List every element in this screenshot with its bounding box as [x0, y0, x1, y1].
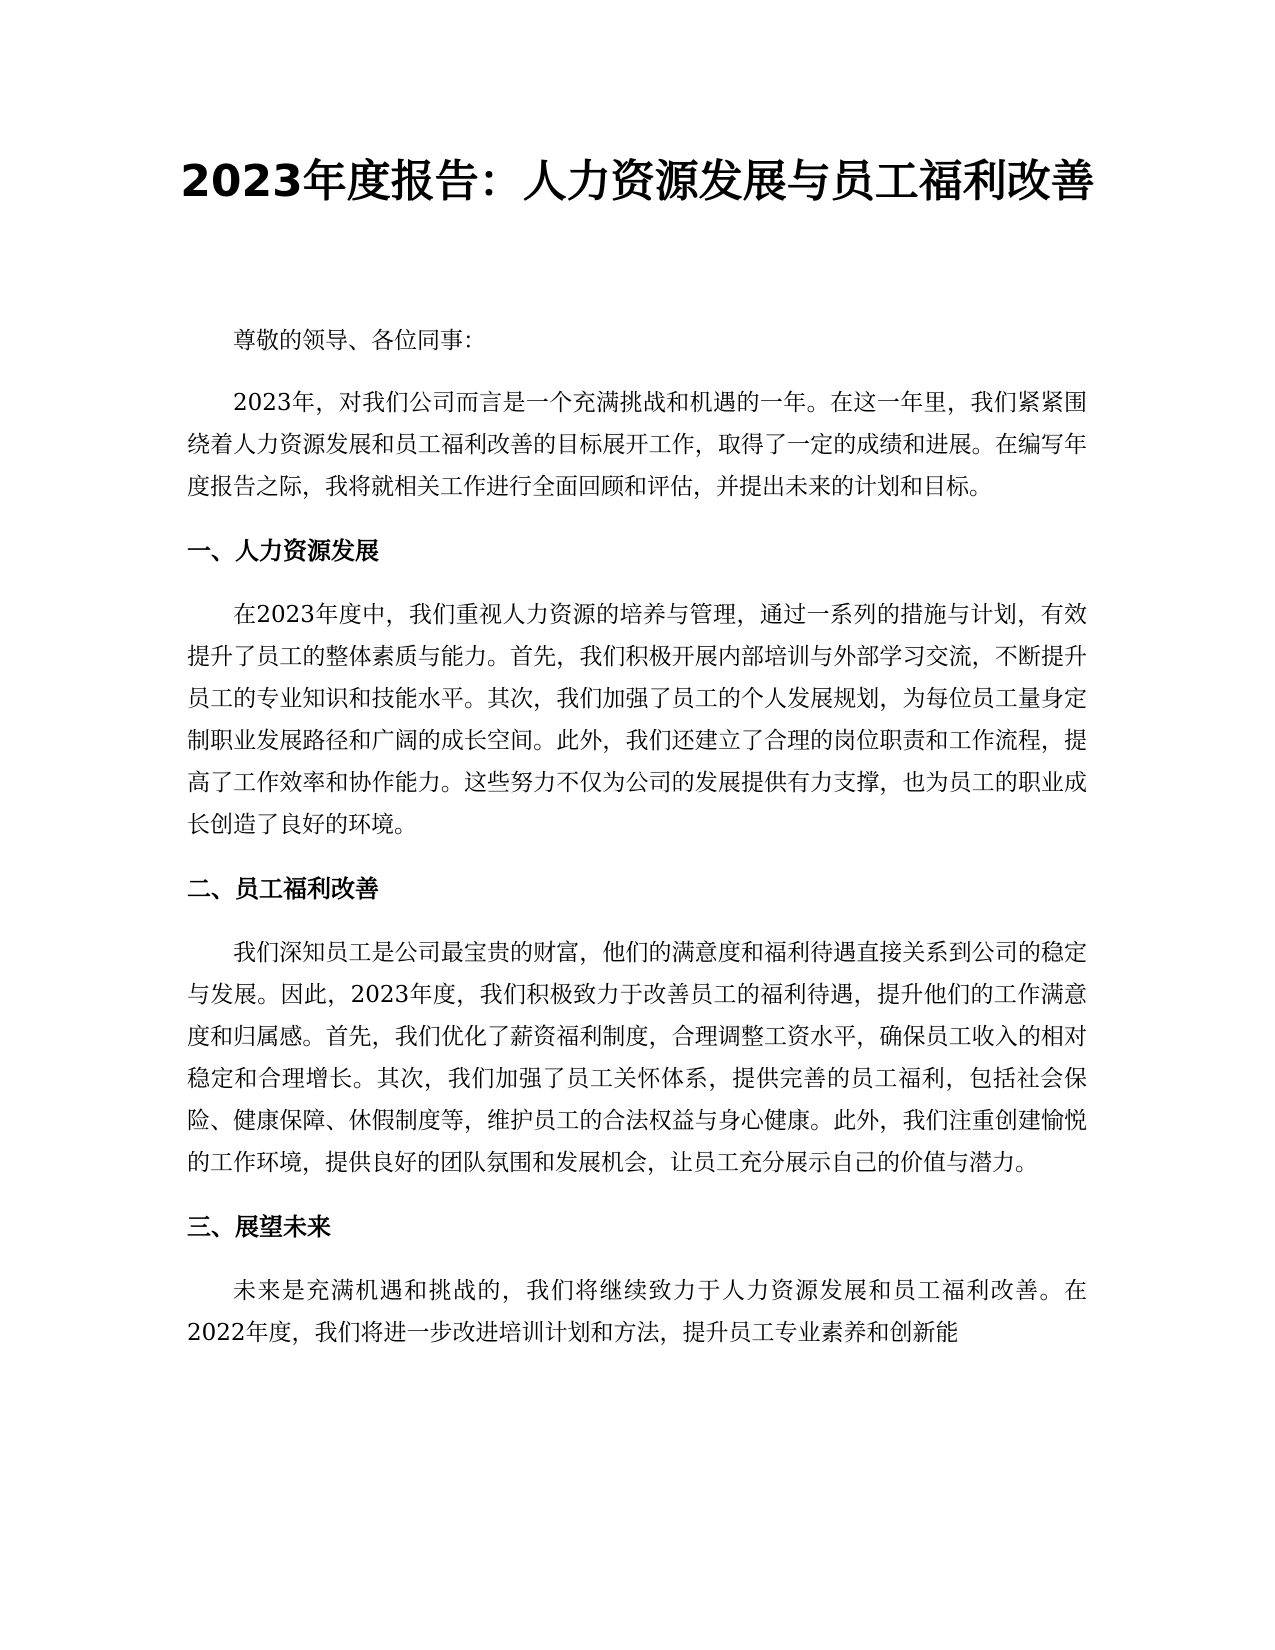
section-paragraph-outlook: 未来是充满机遇和挑战的，我们将继续致力于人力资源发展和员工福利改善。在2022年度，我们将进一步改进培训计划和方法，提升员工专业素养和创新能 [187, 1278, 1087, 1346]
section-heading-hr-development: 一、人力资源发展 [187, 537, 379, 565]
section-paragraph-employee-benefits: 我们深知员工是公司最宝贵的财富，他们的满意度和福利待遇直接关系到公司的稳定与发展。因此，2023年度，我们积极致力于改善员工的福利待遇，提升他们的工作满意度和归属感。首先，我们优化了薪资福利制度，合理调整工资水平，确保员工收入的相对稳定和合理增长。其次，我们加强了员工关怀体系，提供完善的员工福利，包括社会保险、健康保障、休假制度等，维护员工的合法权益与身心健康。此外，我们注重创建愉悦的工作环境，提供良好的团队氛围和发展机会，让员工充分展示自己的价值与潜力。 [187, 940, 1087, 1176]
salutation: 尊敬的领导、各位同事： [233, 328, 486, 354]
section-heading-outlook: 三、展望未来 [187, 1213, 331, 1241]
section-heading-employee-benefits: 二、员工福利改善 [187, 875, 379, 903]
document-title: 2023年度报告：人力资源发展与员工福利改善 [180, 156, 1095, 207]
intro-paragraph: 2023年，对我们公司而言是一个充满挑战和机遇的一年。在这一年里，我们紧紧围绕着人力资源发展和员工福利改善的目标展开工作，取得了一定的成绩和进展。在编写年度报告之际，我将就相关工作进行全面回顾和评估，并提出未来的计划和目标。 [187, 390, 1087, 500]
section-paragraph-hr-development: 在2023年度中，我们重视人力资源的培养与管理，通过一系列的措施与计划，有效提升了员工的整体素质与能力。首先，我们积极开展内部培训与外部学习交流，不断提升员工的专业知识和技能水平。其次，我们加强了员工的个人发展规划，为每位员工量身定制职业发展路径和广阔的成长空间。此外，我们还建立了合理的岗位职责和工作流程，提高了工作效率和协作能力。这些努力不仅为公司的发展提供有力支撑，也为员工的职业成长创造了良好的环境。 [187, 602, 1087, 838]
document-body [187, 320, 1087, 1354]
